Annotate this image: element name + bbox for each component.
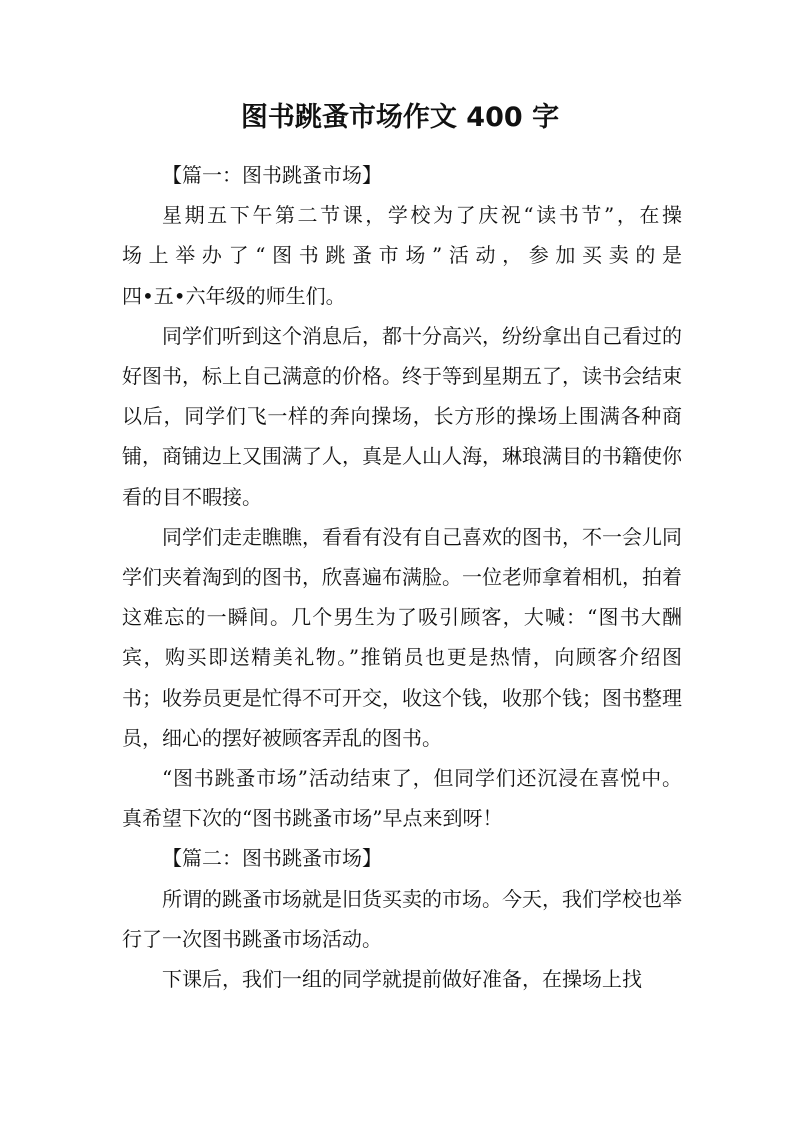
paragraph-line: 四•五•六年级的师生们。 [122, 283, 346, 308]
paragraph-1-2: 同学们听到这个消息后，都十分高兴，纷纷拿出自己看过的好图书，标上自己满意的价格。终于等到星期五了，读书会结束以后，同学们飞一样的奔向操场，长方形的操场上围满各种商铺，商铺边上又围满了人，真是人山人海，琳琅满目的书籍使你看的目不暇接。 [122, 323, 682, 509]
document-body [122, 155, 682, 999]
document-title: 图书跳蚤市场作文 400 字 [240, 102, 560, 133]
paragraph-2-2: 下课后，我们一组的同学就提前做好准备，在操场上找 [162, 967, 642, 992]
paragraph-line: 场上举办了“图书跳蚤市场”活动，参加买卖的是 [122, 243, 682, 268]
section-heading-1: 【篇一：图书跳蚤市场】 [162, 163, 382, 187]
paragraph-1-1 [122, 195, 682, 316]
paragraph-line: 星期五下午第二节课，学校为了庆祝“读书节”，在操 [162, 203, 682, 228]
paragraph-1-4: “图书跳蚤市场”活动结束了，但同学们还沉浸在喜悦中。真希望下次的“图书跳蚤市场”早点来到呀！ [122, 766, 682, 831]
paragraph-1-3: 同学们走走瞧瞧，看看有没有自己喜欢的图书，不一会儿同学们夹着淘到的图书，欣喜遍布满脸。一位老师拿着相机，拍着这难忘的一瞬间。几个男生为了吸引顾客，大喊：“图书大酬宾，购买即送精美礼物。”推销员也更是热情，向顾客介绍图书；收券员更是忙得不可开交，收这个钱，收那个钱；图书整理员，细心的摆好被顾客弄乱的图书。 [122, 524, 682, 750]
paragraph-2-1: 所谓的跳蚤市场就是旧货买卖的市场。今天，我们学校也举行了一次图书跳蚤市场活动。 [122, 886, 682, 951]
section-heading-2: 【篇二：图书跳蚤市场】 [162, 846, 382, 871]
